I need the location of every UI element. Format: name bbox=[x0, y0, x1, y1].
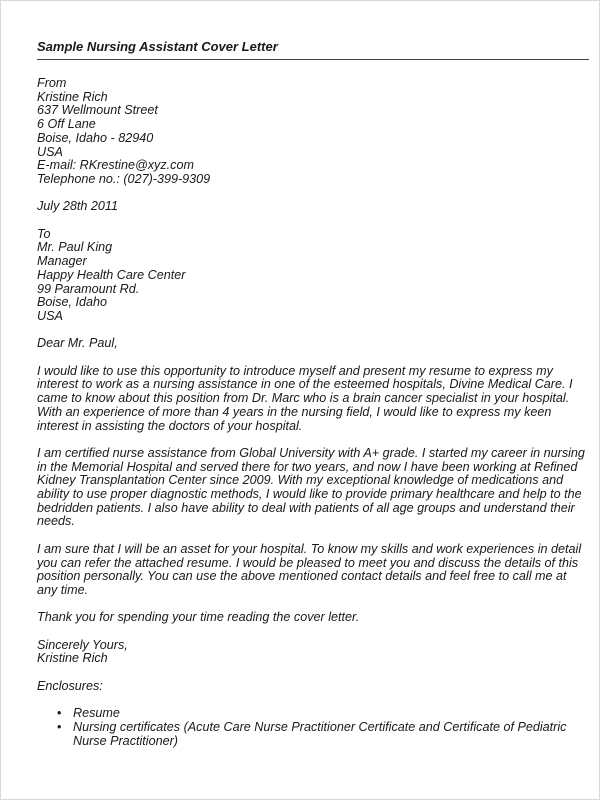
paragraph-line: I am sure that I will be an asset for your hospital. To know my skills and work experiences in detail bbox=[37, 541, 582, 556]
enclosure-text: Nursing certificates (Acute Care Nurse Practitioner Certificate and Certificate of Pediatric bbox=[73, 719, 567, 734]
letter-body bbox=[37, 76, 585, 748]
paragraph-line: in the Memorial Hospital and served there for two years, and now I have been working at Refined bbox=[37, 459, 578, 474]
paragraph-line: I would like to use this opportunity to introduce myself and present my resume to express my bbox=[37, 363, 553, 378]
paragraph-line: interest to work as a nursing assistance in one of the esteemed hospitals, Divine Medical Care. I bbox=[37, 377, 573, 392]
recipient-line: Boise, Idaho bbox=[37, 295, 108, 310]
enclosures-heading-block bbox=[37, 680, 567, 694]
recipient-line: USA bbox=[37, 308, 63, 323]
body-paragraph-4 bbox=[37, 611, 567, 625]
paragraph-line: With an experience of more than 4 years in the nursing field, I would like to express my keen bbox=[37, 404, 552, 419]
sender-line: 6 Off Lane bbox=[37, 117, 96, 132]
bullet-icon: • bbox=[57, 719, 62, 734]
salutation bbox=[37, 337, 567, 351]
paragraph-line: came to know about this position from Dr. Marc who is a brain cancer specialist in your hospital. bbox=[37, 391, 570, 406]
closing-line: Sincerely Yours, bbox=[37, 637, 128, 652]
sender-line: From bbox=[37, 76, 67, 90]
paragraph-line: Thank you for spending your time reading the cover letter. bbox=[37, 610, 360, 625]
paragraph-line: interest in assisting the doctors of your hospital. bbox=[37, 418, 303, 433]
sender-line: USA bbox=[37, 144, 63, 159]
paragraph-line: Kidney Transplantation Center since 2009. With my exceptional knowledge of medications and bbox=[37, 473, 564, 488]
title-divider bbox=[37, 59, 589, 60]
sender-line: Kristine Rich bbox=[37, 89, 108, 104]
paragraph-line: bedridden patients. I also have ability to deal with patients of all age groups and understand their bbox=[37, 500, 575, 515]
bullet-icon: • bbox=[57, 706, 62, 721]
enclosure-text: Resume bbox=[73, 706, 120, 721]
document-title: Sample Nursing Assistant Cover Letter bbox=[37, 39, 278, 54]
letter-date bbox=[37, 200, 567, 214]
paragraph-line: I am certified nurse assistance from Global University with A+ grade. I started my career in nursing bbox=[37, 445, 585, 460]
recipient-line: To bbox=[37, 226, 51, 241]
recipient-line: Manager bbox=[37, 254, 87, 269]
paragraph-line: any time. bbox=[37, 582, 89, 597]
paragraph-line: needs. bbox=[37, 514, 75, 529]
sender-line: Boise, Idaho - 82940 bbox=[37, 130, 154, 145]
sender-line: 637 Wellmount Street bbox=[37, 103, 158, 118]
salutation-text: Dear Mr. Paul, bbox=[37, 336, 118, 351]
list-item bbox=[37, 721, 567, 748]
signature-name: Kristine Rich bbox=[37, 651, 108, 666]
enclosure-text: Nurse Practitioner) bbox=[73, 733, 178, 748]
recipient-line: Mr. Paul King bbox=[37, 240, 113, 255]
sender-address bbox=[37, 77, 567, 187]
recipient-address bbox=[37, 228, 567, 324]
recipient-line: Happy Health Care Center bbox=[37, 267, 186, 282]
paragraph-line: you can refer the attached resume. I would be pleased to meet you and discuss the details of this bbox=[37, 555, 579, 570]
sender-phone: Telephone no.: (027)-399-9309 bbox=[37, 171, 211, 186]
sender-email: E-mail: RKrestine@xyz.com bbox=[37, 158, 194, 173]
enclosures-heading: Enclosures: bbox=[37, 678, 103, 693]
closing bbox=[37, 639, 567, 666]
date-text: July 28th 2011 bbox=[37, 199, 118, 214]
body-paragraph-3 bbox=[37, 541, 582, 598]
enclosures-list bbox=[37, 707, 567, 748]
paragraph-line: position personally. You can use the above mentioned contact details and feel free to call me at bbox=[37, 569, 567, 584]
body-paragraph-2 bbox=[37, 445, 585, 529]
paragraph-line: ability to use proper diagnostic methods, I would like to provide primary healthcare and help to the bbox=[37, 487, 582, 502]
body-paragraph-1 bbox=[37, 363, 573, 434]
recipient-line: 99 Paramount Rd. bbox=[37, 281, 140, 296]
list-item bbox=[37, 707, 567, 721]
